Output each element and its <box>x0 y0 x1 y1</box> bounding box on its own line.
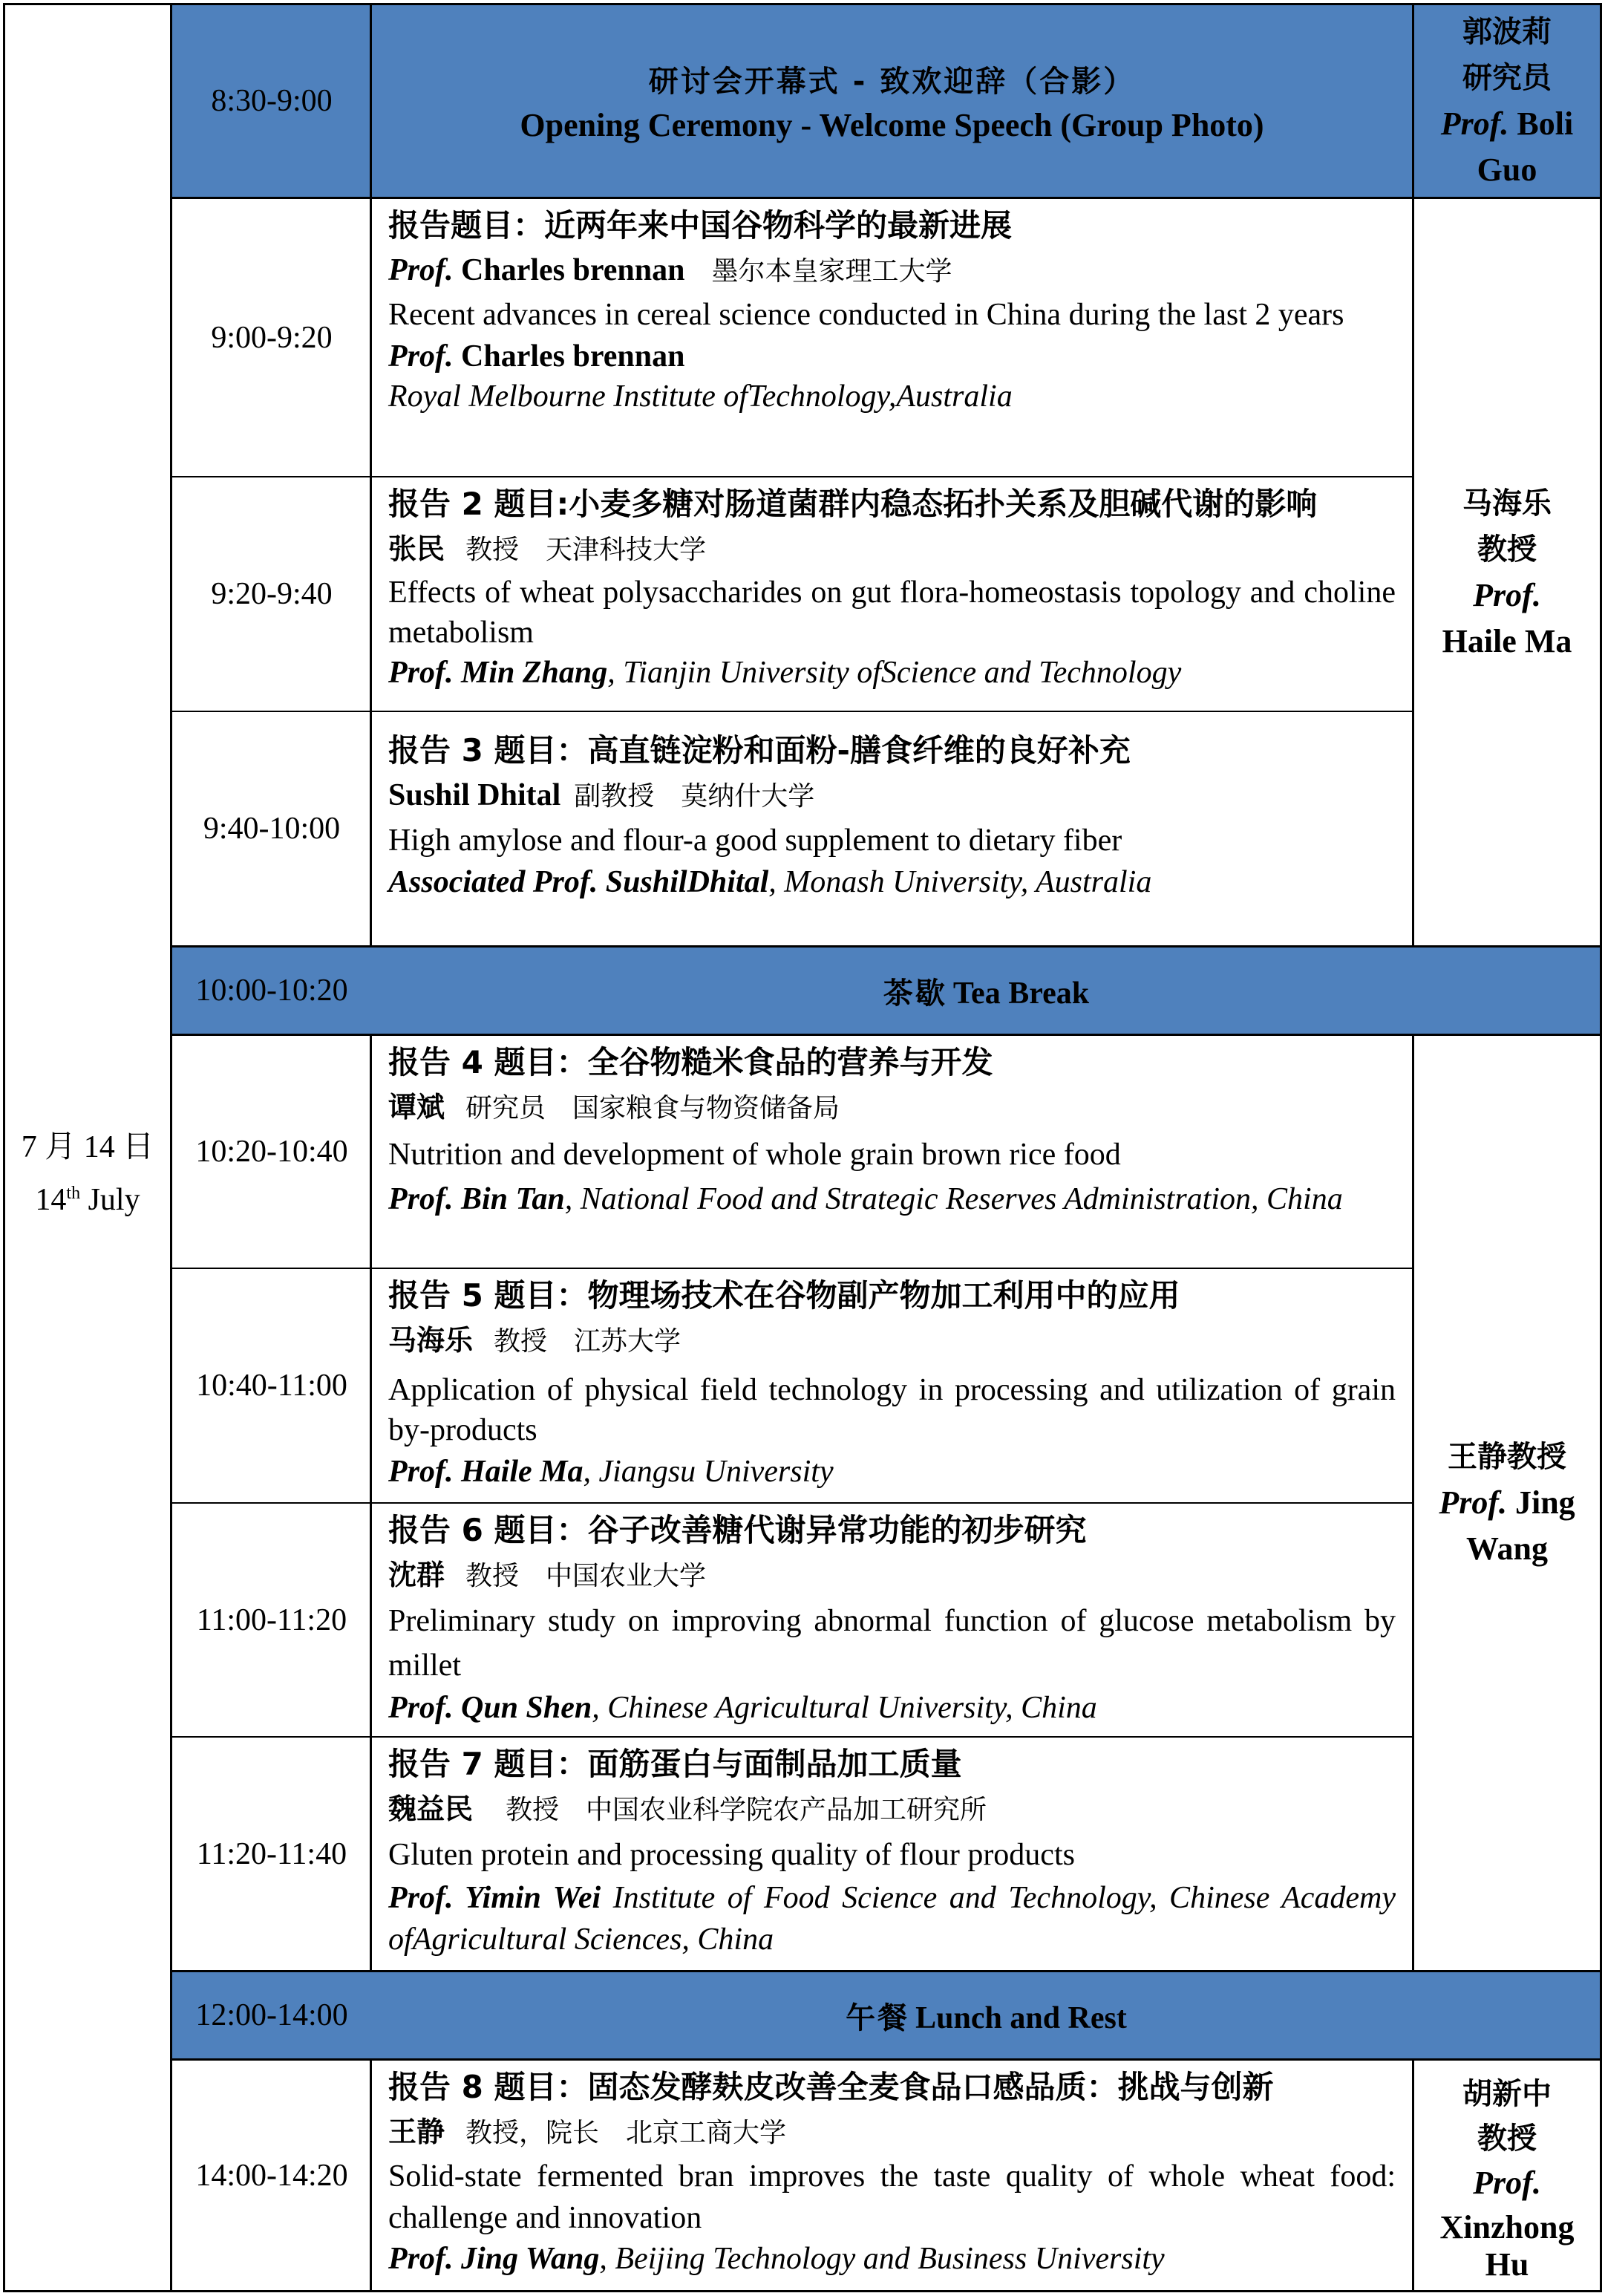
time-talk1: 9:00-9:20 <box>211 320 333 355</box>
opening-title-en: Opening Ceremony - Welcome Speech (Group Photo) <box>520 107 1264 143</box>
opening-title-cn: 研讨会开幕式 - 致欢迎辞（合影） <box>648 65 1136 99</box>
talk1-speaker-en: Prof. Charles brennan <box>388 339 685 374</box>
talk3-title-cn: 报告 3 题目：高直链淀粉和面粉-膳食纤维的良好补充 <box>388 732 1131 769</box>
chair-session1: 马海乐 教授 Prof. Haile Ma <box>1442 486 1572 659</box>
time-talk2: 9:20-9:40 <box>211 577 333 611</box>
border-bottom <box>3 2290 1602 2292</box>
talk5-speaker: 马海乐 教授 江苏大学 <box>388 1324 681 1357</box>
talk8-title-en: Solid-state fermented bran improves the taste quality of whole wheat food: challenge and innovation <box>388 2159 1396 2235</box>
time-talk8: 14:00-14:20 <box>195 2158 348 2193</box>
border-right <box>1600 3 1602 2292</box>
talk3-content <box>372 712 1412 945</box>
talk8-speaker: 王静 教授，院长 北京工商大学 <box>388 2116 787 2148</box>
talk4-title-en: Nutrition and development of whole grain brown rice food <box>388 1138 1121 1172</box>
talk4-title-cn: 报告 4 题目：全谷物糙米食品的营养与开发 <box>388 1044 993 1080</box>
talk6-content <box>372 1504 1412 1736</box>
talk5-content <box>372 1269 1412 1502</box>
talk3-speaker-en: Associated Prof. SushilDhital, Monash University, Australia <box>388 865 1152 899</box>
chair-session2: 王静教授 Prof. Jing Wang <box>1439 1440 1575 1567</box>
talk5-speaker-en: Prof. Haile Ma, Jiangsu University <box>388 1455 834 1489</box>
talk3-speaker: Sushil Dhital 副教授 莫纳什大学 <box>388 778 815 812</box>
talk1-title-cn: 报告题目：近两年来中国谷物科学的最新进展 <box>388 207 1013 244</box>
talk2-speaker-en: Prof. Min Zhang, Tianjin University ofScience and Technology <box>388 656 1182 690</box>
talk1-title-en: Recent advances in cereal science conducted in China during the last 2 years <box>388 298 1344 332</box>
talk5-title-en: Application of physical field technology in processing and utilization of grain by-products <box>388 1373 1396 1447</box>
time-lunch: 12:00-14:00 <box>195 1998 348 2032</box>
time-opening: 8:30-9:00 <box>211 84 333 118</box>
time-talk7: 11:20-11:40 <box>196 1836 347 1871</box>
talk6-speaker: 沈群 教授 中国农业大学 <box>388 1559 707 1591</box>
talk7-title-cn: 报告 7 题目：面筋蛋白与面制品加工质量 <box>388 1746 962 1782</box>
talk1-content <box>372 199 1412 476</box>
talk6-title-cn: 报告 6 题目：谷子改善糖代谢异常功能的初步研究 <box>388 1512 1087 1548</box>
talk4-content <box>372 1036 1412 1268</box>
talk2-title-cn: 报告 2 题目:小麦多糖对肠道菌群内稳态拓扑关系及胆碱代谢的影响 <box>388 486 1318 522</box>
talk1-aff-en: Royal Melbourne Institute ofTechnology,Australia <box>388 379 1013 414</box>
talk8-speaker-en: Prof. Jing Wang, Beijing Technology and Business University <box>388 2242 1165 2276</box>
time-talk3: 9:40-10:00 <box>203 812 341 846</box>
talk4-speaker-en: Prof. Bin Tan, National Food and Strategic Reserves Administration, China <box>388 1182 1343 1216</box>
time-talk4: 10:20-10:40 <box>195 1135 348 1169</box>
talk7-speaker-en: Prof. Yimin Wei Institute of Food Science and Technology, Chinese Academy ofAgricultural Sciences, China <box>388 1881 1396 1957</box>
talk2-title-en: Effects of wheat polysaccharides on gut flora-homeostasis topology and choline metabolism <box>388 575 1396 650</box>
talk7-speaker: 魏益民 教授 中国农业科学院农产品加工研究所 <box>388 1793 987 1825</box>
talk2-speaker: 张民 教授 天津科技大学 <box>388 532 707 565</box>
talk8-title-cn: 报告 8 题目：固态发酵麸皮改善全麦食品口感品质：挑战与创新 <box>388 2069 1274 2105</box>
time-tea: 10:00-10:20 <box>195 973 348 1008</box>
opening-title <box>372 5 1412 197</box>
time-talk5: 10:40-11:00 <box>196 1369 347 1403</box>
talk2-content <box>372 477 1412 711</box>
talk4-speaker: 谭斌 研究员 国家粮食与物资储备局 <box>388 1091 840 1123</box>
talk6-speaker-en: Prof. Qun Shen, Chinese Agricultural University, China <box>388 1691 1097 1725</box>
talk1-speaker: Prof. Charles brennan 墨尔本皇家理工大学 <box>388 253 952 287</box>
date-cn: 7 月 14 日 <box>21 1129 154 1164</box>
talk3-title-en: High amylose and flour-a good supplement to dietary fiber <box>388 824 1122 858</box>
talk6-title-en: Preliminary study on improving abnormal function of glucose metabolism by millet <box>388 1604 1396 1683</box>
talk8-content <box>372 2061 1412 2290</box>
time-talk6: 11:00-11:20 <box>196 1602 347 1637</box>
talk5-title-cn: 报告 5 题目：物理场技术在谷物副产物加工利用中的应用 <box>388 1277 1180 1314</box>
chair-opening: 郭波莉 研究员 Prof. Boli Guo <box>1440 15 1574 188</box>
talk7-content <box>372 1738 1412 1970</box>
date-en: 14th July <box>35 1182 140 1217</box>
talk7-title-en: Gluten protein and processing quality of flour products <box>388 1838 1075 1872</box>
lunch-break: 午餐 Lunch and Rest <box>846 2000 1127 2035</box>
date-cell <box>4 1099 171 1248</box>
chair-session3: 胡新中 教授 Prof. Xinzhong Hu <box>1439 2076 1575 2283</box>
tea-break: 茶歇 Tea Break <box>883 976 1090 1011</box>
